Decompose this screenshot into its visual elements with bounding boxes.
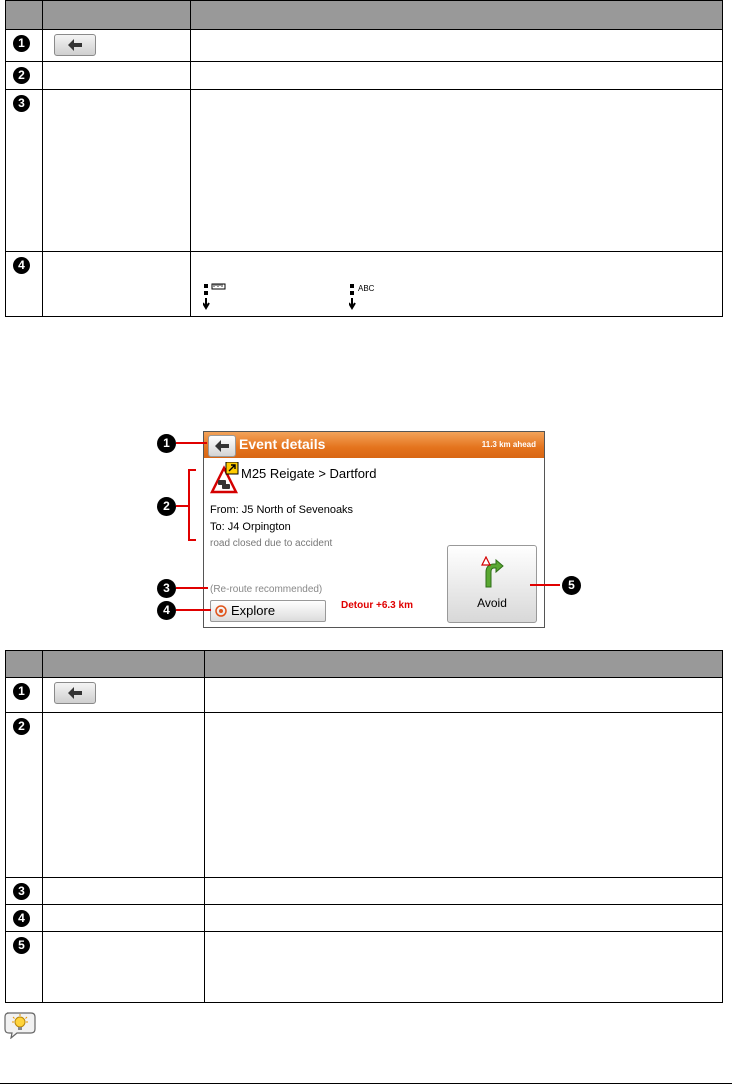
table-1 bbox=[5, 0, 723, 317]
table-2 bbox=[5, 650, 723, 1003]
callout-2: 2 bbox=[157, 497, 176, 516]
detour-distance: Detour +6.3 km bbox=[341, 600, 413, 611]
avoid-button[interactable] bbox=[447, 545, 537, 623]
table-row bbox=[6, 90, 723, 252]
reroute-note: (Re-route recommended) bbox=[210, 584, 323, 595]
table-row bbox=[6, 905, 723, 932]
row-number: 4 bbox=[13, 910, 30, 927]
callout-1: 1 bbox=[157, 434, 176, 453]
explore-pin-icon bbox=[215, 605, 227, 617]
row-number: 3 bbox=[13, 883, 30, 900]
back-button bbox=[54, 682, 96, 704]
avoid-label: Avoid bbox=[477, 596, 507, 610]
row-number: 1 bbox=[13, 35, 30, 52]
event-reason: road closed due to accident bbox=[210, 538, 333, 549]
alphabetical-sort-icon bbox=[349, 282, 379, 312]
callout-3: 3 bbox=[157, 579, 176, 598]
back-button bbox=[54, 34, 96, 56]
event-distance: 11.3 km ahead bbox=[481, 440, 536, 449]
screen-title: Event details bbox=[239, 436, 326, 452]
back-arrow-icon bbox=[68, 687, 82, 699]
explore-label: Explore bbox=[231, 603, 276, 618]
event-details-screen bbox=[203, 431, 545, 628]
title-bar bbox=[204, 432, 544, 458]
footer-rule bbox=[0, 1083, 732, 1084]
table-row bbox=[6, 252, 723, 317]
avoid-detour-icon bbox=[480, 556, 504, 588]
from-location: From: J5 North of Sevenoaks bbox=[210, 504, 354, 516]
distance-sort-icon bbox=[203, 282, 227, 312]
row-number: 2 bbox=[13, 67, 30, 84]
back-arrow-icon bbox=[68, 39, 82, 51]
table-row bbox=[6, 678, 723, 713]
table-row bbox=[6, 30, 723, 62]
back-button[interactable] bbox=[208, 435, 236, 457]
row-number: 4 bbox=[13, 257, 30, 274]
row-number: 5 bbox=[13, 937, 30, 954]
table-row bbox=[6, 878, 723, 905]
to-location: To: J4 Orpington bbox=[210, 521, 291, 533]
table-row bbox=[6, 713, 723, 878]
row-number: 1 bbox=[13, 683, 30, 700]
table-row bbox=[6, 62, 723, 90]
road-name: M25 Reigate > Dartford bbox=[241, 466, 377, 481]
traffic-warning-icon bbox=[208, 462, 240, 494]
table-1-header bbox=[6, 1, 723, 30]
table-2-header bbox=[6, 651, 723, 678]
back-arrow-icon bbox=[215, 440, 229, 452]
row-number: 3 bbox=[13, 95, 30, 112]
row-number: 2 bbox=[13, 718, 30, 735]
callout-4: 4 bbox=[157, 601, 176, 620]
svg-text:ABC: ABC bbox=[358, 284, 375, 293]
lightbulb-tip-icon bbox=[3, 1009, 37, 1039]
callout-5: 5 bbox=[562, 576, 581, 595]
explore-button[interactable] bbox=[210, 600, 326, 622]
table-row bbox=[6, 932, 723, 1003]
